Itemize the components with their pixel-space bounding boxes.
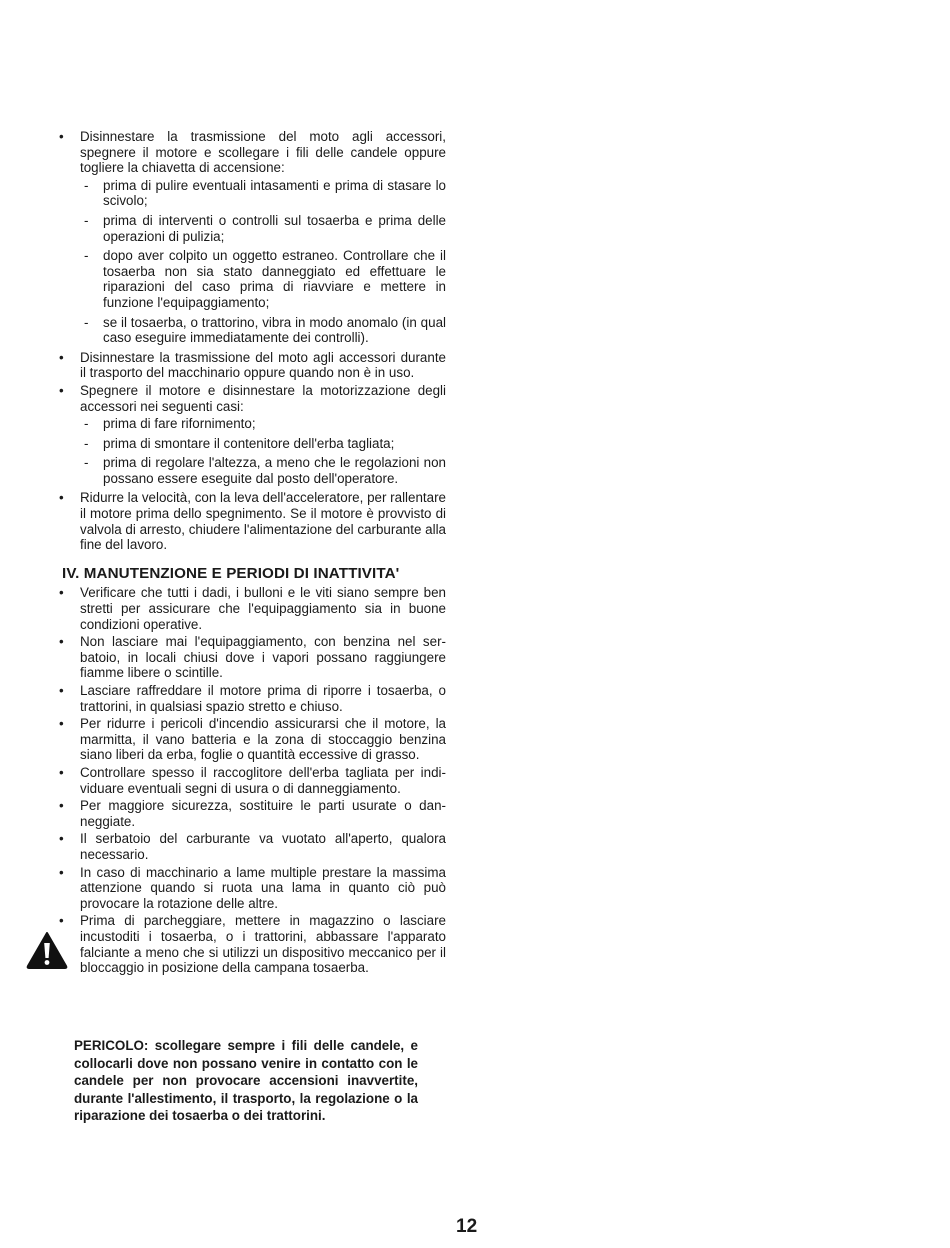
list-item (58, 913, 446, 975)
list-item (58, 865, 446, 912)
sub-list-item (58, 248, 446, 310)
sub-list (58, 178, 446, 346)
bullet-text: Il serbatoio del carburante va vuotato all'aperto, qualora necessario. (80, 831, 446, 862)
list-item (58, 383, 446, 414)
bullet-mark: • (59, 913, 64, 929)
dash-mark: - (84, 314, 89, 330)
list-item (58, 129, 446, 176)
sub-list-item (58, 178, 446, 209)
sub-item-text: prima di interventi o controlli sul tosaerba e prima delle operazioni di pulizia; (103, 212, 446, 244)
bullet-text: Disinnestare la trasmissione del moto agli accessori, spegnere il motore e scollegare i fili delle candele oppure togliere la chiavetta di accensione: (80, 129, 446, 176)
sub-list-item (58, 455, 446, 486)
list-item (58, 831, 446, 862)
list-item (58, 350, 446, 381)
sub-list-item (58, 436, 446, 452)
bullet-mark: • (59, 864, 64, 880)
bullet-mark: • (59, 585, 64, 601)
section-heading: IV. MANUTENZIONE E PERIODI DI INATTIVITA' (62, 564, 400, 582)
list-item (58, 765, 446, 796)
page-number: 12 (456, 1216, 478, 1237)
sub-item-text: prima di pulire eventuali intasamenti e prima di stasare lo scivolo; (103, 177, 446, 209)
dash-mark: - (84, 455, 89, 471)
bullet-text: Spegnere il motore e disinnestare la motorizzazione degli accessori nei seguenti casi: (80, 382, 446, 414)
bullet-text: Per ridurre i pericoli d'incendio assicurarsi che il motore, la marmitta, il vano batteria e la zona di stoccaggio benzina siano liberi da erba, foglie o quantità eccessive di grasso. (80, 716, 446, 763)
list-item (58, 634, 446, 681)
list-item (58, 716, 446, 763)
bullet-text: Ridurre la velocità, con la leva dell'acceleratore, per rallentare il motore prima dello spegnimento. Se il motore è provvisto di valvola di arresto, chiudere l'alimentazione del carburante alla fine del lavoro. (80, 490, 446, 553)
sub-item-text: se il tosaerba, o trattorino, vibra in modo anomalo (in qual caso eseguire immediatamente dei controlli). (103, 314, 446, 346)
sub-item-text: prima di smontare il contenitore dell'erba tagliata; (103, 435, 395, 451)
list-item (58, 798, 446, 829)
list-item (58, 585, 446, 632)
sub-item-text: dopo aver colpito un oggetto estraneo. Controllare che il tosaerba non sia stato danneggiato ed effettuare le riparazioni del caso prima di riavviare e mettere in funzione l'equipaggiamento; (103, 248, 446, 310)
sub-list (58, 416, 446, 486)
bullet-mark: • (59, 831, 64, 847)
bullet-mark: • (59, 382, 64, 398)
bullet-text: Prima di parcheggiare, mettere in magazzino o lasciare incustoditi i tosaerba, o i trattorini, abbassare l'apparato falciante a meno che si utilizzi un dispositivo meccanico per il bloccaggio in posizione della campana tosaerba. (80, 913, 446, 976)
bullet-text: Controllare spesso il raccoglitore dell'erba tagliata per individuare eventuali segni di usura o di danneggiamento. (80, 764, 446, 796)
bullet-text: Non lasciare mai l'equipaggiamento, con benzina nel serbatoio, in locali chiusi dove i vapori possano raggiungere fiamme libere o scintille. (80, 634, 446, 681)
bullet-mark: • (59, 490, 64, 506)
dash-mark: - (84, 435, 89, 451)
bullet-mark: • (59, 683, 64, 698)
dash-mark: - (84, 177, 89, 193)
danger-notice: PERICOLO: scollegare sempre i fili delle candele, e collocarli dove non possano venire in contatto con le candele per non provocare accensioni inavvertite, durante l'allestimento, il trasporto, la regolazione o la riparazione dei tosaerba o dei trattorini. (74, 1038, 418, 1124)
bullet-text: Lasciare raffreddare il motore prima di riporre i tosaerba, o trattorini, in qualsiasi spazio stretto e chiuso. (80, 683, 446, 714)
text-column (58, 129, 446, 978)
warning-item (58, 913, 446, 975)
sub-item-text: prima di fare rifornimento; (103, 416, 256, 432)
sub-list-item (58, 315, 446, 346)
list-item (58, 683, 446, 714)
dash-mark: - (84, 248, 89, 264)
sub-item-text: prima di regolare l'altezza, a meno che le regolazioni non possano essere eseguite dal posto dell'operatore. (103, 455, 446, 486)
bullet-mark: • (59, 634, 64, 650)
bullet-text: Disinnestare la trasmissione del moto agli accessori durante il trasporto del macchinario oppure quando non è in uso. (80, 349, 446, 381)
dash-mark: - (84, 416, 89, 432)
bullet-mark: • (59, 716, 64, 732)
bullet-mark: • (59, 764, 64, 780)
list-item (58, 490, 446, 552)
bullet-mark: • (59, 349, 64, 365)
bullet-mark: • (59, 129, 64, 144)
sub-list-item (58, 213, 446, 244)
bullet-text: Per maggiore sicurezza, sostituire le parti usurate o danneggiate. (80, 798, 446, 829)
bullet-text: Verificare che tutti i dadi, i bulloni e le viti siano sempre ben stretti per assicurare che l'equipaggiamento sia in buone condizioni operative. (80, 585, 446, 632)
dash-mark: - (84, 212, 89, 228)
sub-list-item (58, 416, 446, 432)
bullet-text: In caso di macchinario a lame multiple prestare la massima attenzione quando si ruota una lama in quanto ciò può provocare la rotazione delle altre. (80, 864, 446, 911)
bullet-mark: • (59, 798, 64, 814)
